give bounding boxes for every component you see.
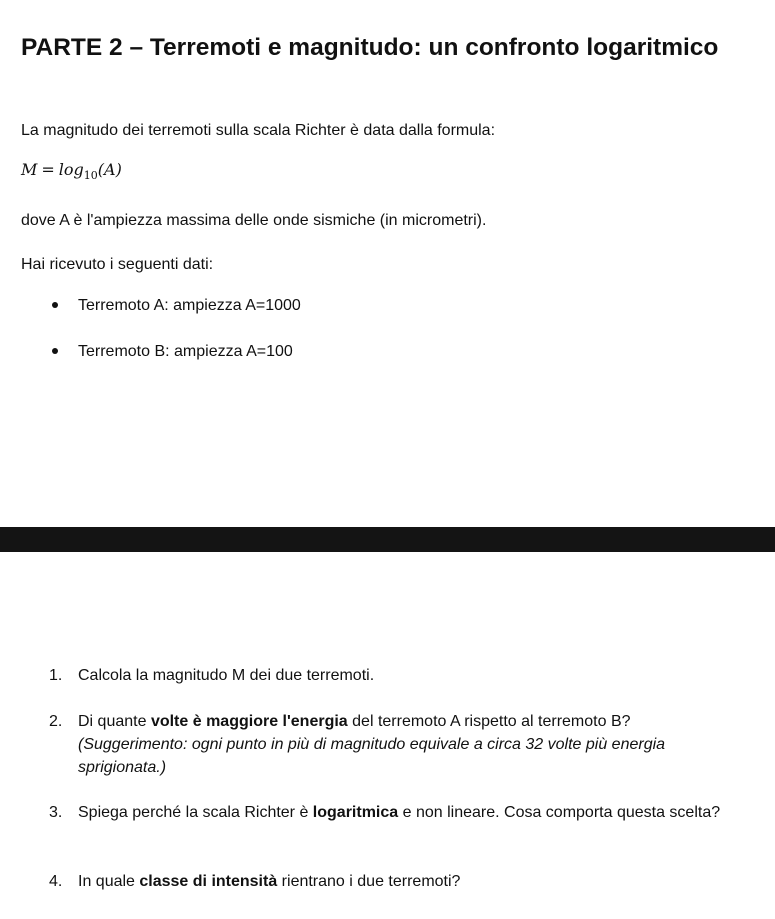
page-divider xyxy=(0,527,775,552)
question-number: 3. xyxy=(49,804,63,821)
question-text-pre: Di quante xyxy=(78,713,151,730)
formula-arg: (A) xyxy=(97,160,122,179)
question-number: 2. xyxy=(49,713,63,730)
definition-text: dove A è l'ampiezza massima delle onde sismiche (in micrometri). xyxy=(21,212,487,229)
bullet-icon xyxy=(52,302,58,308)
question-item xyxy=(49,870,749,893)
question-item xyxy=(49,664,749,687)
page-bottom-section xyxy=(0,552,775,919)
list-item xyxy=(52,296,301,316)
page-title: PARTE 2 – Terremoti e magnitudo: un confronto logaritmico xyxy=(21,34,719,61)
bullet-icon xyxy=(52,348,58,354)
question-text-bold: logaritmica xyxy=(312,804,399,821)
question-text: Calcola la magnitudo M dei due terremoti. xyxy=(78,667,375,684)
question-text-pre: In quale xyxy=(78,873,140,890)
question-number: 1. xyxy=(49,667,63,684)
question-text-pre: Spiega perché la scala Richter è xyxy=(78,804,313,821)
formula-base: 10 xyxy=(83,169,98,182)
richter-formula xyxy=(21,158,122,188)
question-item xyxy=(49,801,749,824)
data-intro-text: Hai ricevuto i seguenti dati: xyxy=(21,256,214,273)
list-item xyxy=(52,342,293,362)
bullet-text: Terremoto B: ampiezza A=100 xyxy=(78,343,293,360)
question-text-bold: volte è maggiore l'energia xyxy=(150,713,348,730)
question-number: 4. xyxy=(49,873,63,890)
intro-text: La magnitudo dei terremoti sulla scala Richter è data dalla formula: xyxy=(21,122,496,139)
question-text-post: e non lineare. Cosa comporta questa scelta? xyxy=(398,804,721,821)
formula-log: log xyxy=(58,160,84,179)
formula-equals: = xyxy=(41,160,55,179)
question-hint: (Suggerimento: ogni punto in più di magnitudo equivale a circa 32 volte più energia sprigionata.) xyxy=(78,736,666,776)
question-item xyxy=(49,710,749,779)
question-text-bold: classe di intensità xyxy=(139,873,278,890)
bullet-text: Terremoto A: ampiezza A=1000 xyxy=(78,297,301,314)
question-text-post: rientrano i due terremoti? xyxy=(277,873,461,890)
formula-lhs: M xyxy=(21,160,38,179)
question-text-post: del terremoto A rispetto al terremoto B? xyxy=(347,713,631,730)
